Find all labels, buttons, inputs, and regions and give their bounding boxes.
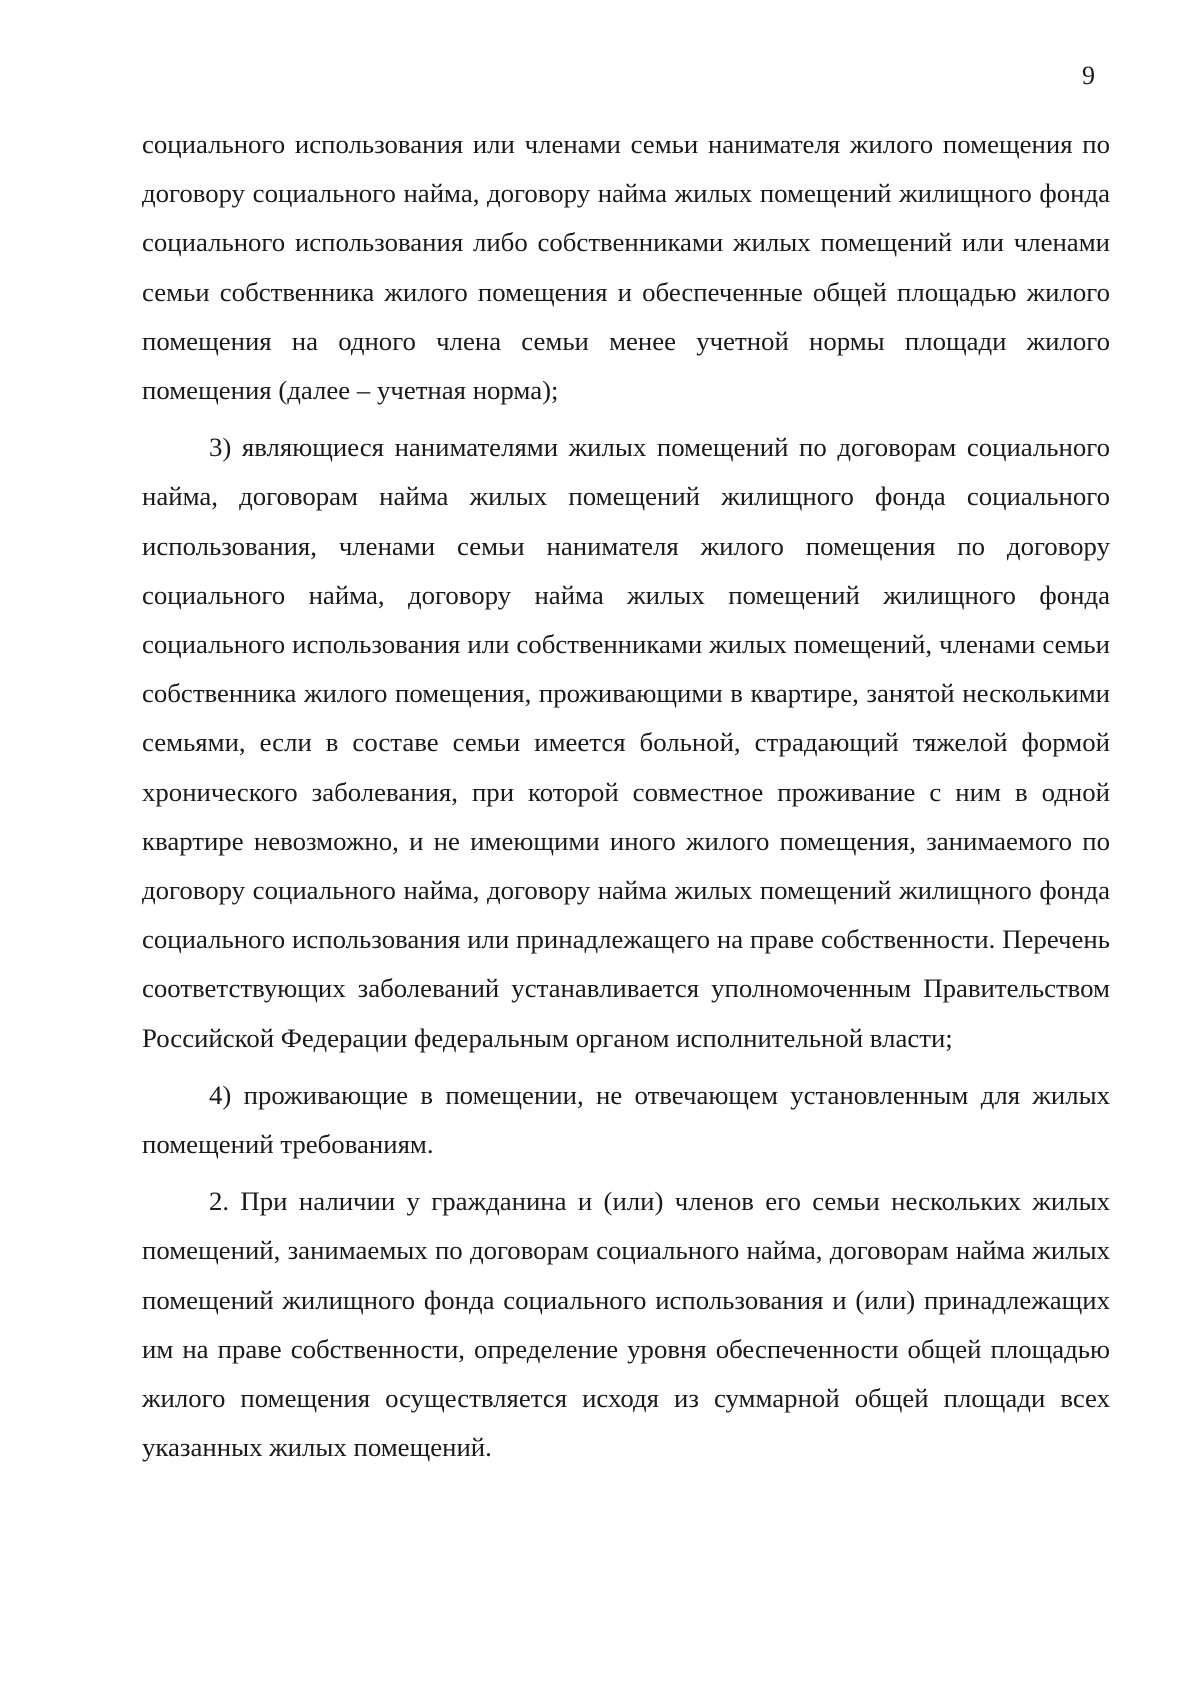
page-number: 9 bbox=[1082, 61, 1095, 90]
paragraph-clause-2: 2. При наличии у гражданина и (или) членов его семьи нескольких жилых помещений, занимаемых по договорам социального найма, договорам найма жилых помещений жилищного фонда социального использования и (или) принадлежащих им на праве собственности, определение уровня обеспеченности общей площадью жилого помещения осуществляется исходя из суммарной общей площади всех указанных жилых помещений. bbox=[142, 1186, 1110, 1463]
paragraph-continuation: социального использования или членами семьи нанимателя жилого помещения по договору социального найма, договору найма жилых помещений жилищного фонда социального использования либо собственниками жилых помещений или членами семьи собственника жилого помещения и обеспеченные общей площадью жилого помещения на одного члена семьи менее учетной нормы площади жилого помещения (далее – учетная норма); bbox=[142, 129, 1110, 406]
paragraph-item-4: 4) проживающие в помещении, не отвечающем установленным для жилых помещений требованиям. bbox=[142, 1079, 1110, 1160]
document-body bbox=[142, 120, 1110, 1472]
paragraph-item-3: 3) являющиеся нанимателями жилых помещений по договорам социального найма, договорам найма жилых помещений жилищного фонда социального использования, членами семьи нанимателя жилого помещения по договору социального найма, договору найма жилых помещений жилищного фонда социального использования или собственниками жилых помещений, членами семьи собственника жилого помещения, проживающими в квартире, занятой несколькими семьями, если в составе семьи имеется больной, страдающий тяжелой формой хронического заболевания, при которой совместное проживание с ним в одной квартире невозможно, и не имеющими иного жилого помещения, занимаемого по договору социального найма, договору найма жилых помещений жилищного фонда социального использования или принадлежащего на праве собственности. Перечень соответствующих заболеваний устанавливается уполномоченным Правительством Российской Федерации федеральным органом исполнительной власти; bbox=[142, 432, 1110, 1053]
